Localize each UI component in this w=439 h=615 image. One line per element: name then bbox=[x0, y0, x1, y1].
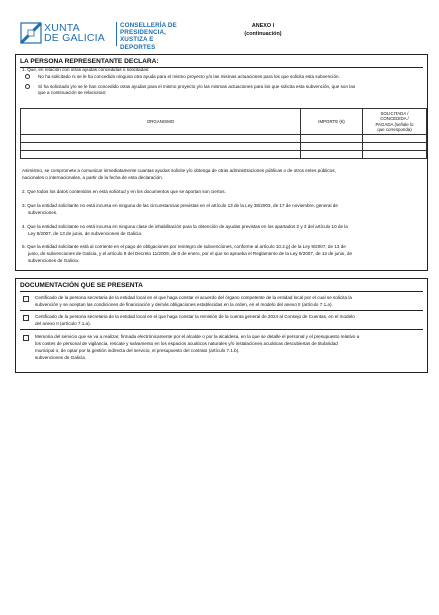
logo-divider bbox=[116, 22, 117, 46]
doc-3-line2: los costes de personal de vigilancia, rescate y salvamento en los espacios acuáticos naturales y/o instalaciones acuáticas descubiertas de titularidad bbox=[35, 341, 338, 346]
doc-3-line4: subvenciones de Galicia. bbox=[35, 355, 87, 360]
declaration-item-5-line3: subvenciones de Galicia. bbox=[28, 258, 80, 263]
option-other-aid-label-line1: Sí ha solicitado y/o se le han concedido otras ayudas para el mismo proyecto y/o las mismas actuaciones para los que solicita esta subvención, que son las bbox=[38, 84, 356, 89]
other-aid-table bbox=[20, 108, 427, 159]
status-cell[interactable] bbox=[363, 135, 427, 143]
doc-3-checkbox[interactable] bbox=[23, 335, 29, 341]
option-no-other-aid-radio[interactable] bbox=[25, 74, 30, 79]
option-other-aid-radio[interactable] bbox=[25, 84, 30, 89]
declaration-section bbox=[15, 54, 428, 271]
doc-divider bbox=[20, 329, 423, 330]
dept-line3: XUSTIZA E DEPORTES bbox=[120, 36, 156, 51]
col-status bbox=[363, 109, 427, 135]
doc-2-line1: Certificado de la persona secretaria de la entidad local en el que haga constar la remisión de la cuenta general de 2024 al Consejo de Cuentas, en el modelo bbox=[35, 314, 355, 319]
importe-cell[interactable] bbox=[301, 151, 363, 159]
col-organismo: ORGANISMO bbox=[21, 109, 301, 135]
declaration-item-2: 2. Que todos los datos contenidos en esta solicitud y en los documentos que se aportan son ciertos. bbox=[22, 189, 226, 194]
doc-1-checkbox[interactable] bbox=[23, 296, 29, 302]
col-importe: IMPORTE (€) bbox=[301, 109, 363, 135]
annex-subtitle: (continuación) bbox=[244, 31, 282, 37]
col-status-line4: que corresponda) bbox=[377, 126, 412, 132]
declaration-item-3-line2: subvenciones. bbox=[28, 210, 58, 215]
declaration-item-1: 1. Que, en relación con otras ayudas concedidas o solicitadas: bbox=[22, 67, 150, 72]
declaration-title: LA PERSONA REPRESENTANTE DECLARA: bbox=[20, 58, 159, 65]
doc-3-line3: municipal o, de optar por la gestión indirecta del servicio, el presupuesto del contrato (artículo 7.1.b). bbox=[35, 348, 240, 353]
logo-name-line2: DE GALICIA bbox=[44, 32, 105, 44]
logo-name bbox=[44, 23, 105, 43]
page-header bbox=[20, 20, 420, 50]
importe-cell[interactable] bbox=[301, 143, 363, 151]
other-aid-table-header bbox=[21, 109, 427, 135]
logo-name-line1: XUNTA bbox=[44, 22, 80, 34]
declaration-item-5-line2: junio, de subvenciones de Galicia, y el artículo 9 del Decreto 11/2009, de 8 de enero, por el que se aprueba el Reglamento de la Ley 9/2007, de 13 de junio, de bbox=[28, 251, 352, 256]
doc-2-checkbox[interactable] bbox=[23, 315, 29, 321]
organismo-cell[interactable] bbox=[21, 135, 301, 143]
dept-line1: CONSELLERÍA DE bbox=[120, 22, 177, 29]
commitment-line2: nacionales o internacionales, a partir de la fecha de esta declaración. bbox=[22, 175, 163, 180]
doc-3-line1: Memoria del servicio que se va a realizar, firmada electrónicamente por el alcalde o por la alcaldesa, en la que se detalle el personal y el presupuesto relativo a bbox=[35, 334, 360, 339]
status-cell[interactable] bbox=[363, 143, 427, 151]
doc-1-line2: subvención y se aceptan las condiciones de financiación y demás obligaciones establecidas en la orden, en el modelo del anexo II (artículo 7.1.a). bbox=[35, 302, 333, 307]
doc-1-line1: Certificado de la persona secretaria de la entidad local en el que haga constar el acuerdo del órgano competente de la entidad local por el cual se solicita la bbox=[35, 295, 352, 300]
commitment-line1: Asimismo, se compromete a comunicar inmediatamente cuantas ayudas solicite y/o obtenga de otras administraciones públicas o de otros entes públicos, bbox=[22, 168, 336, 173]
organismo-cell[interactable] bbox=[21, 143, 301, 151]
col-status-line1: SOLICITADA / bbox=[380, 110, 409, 116]
declaration-item-4-line1: 4. Que la entidad solicitante no está incursa en ninguna clase de inhabilitación para la obtención de ayudas previstas en los apartados 2 y 3 del artículo 10 de la bbox=[22, 224, 348, 229]
doc-divider bbox=[20, 310, 423, 311]
col-status-line2: CONCEDIDA / bbox=[380, 116, 409, 122]
doc-2-line2: del anexo II (artículo 7.1.a). bbox=[35, 321, 91, 326]
option-other-aid-label-line2: que a continuación se relacionan: bbox=[38, 90, 107, 95]
dept-line2: PRESIDENCIA, bbox=[120, 29, 166, 37]
table-row bbox=[21, 143, 427, 151]
documentation-section bbox=[15, 278, 428, 373]
annex-heading bbox=[218, 22, 308, 38]
status-cell[interactable] bbox=[363, 151, 427, 159]
xunta-emblem-icon bbox=[20, 22, 42, 44]
declaration-item-4-line2: Ley 9/2007, de 13 de junio, de subvenciones de Galicia. bbox=[28, 231, 143, 236]
department-name bbox=[120, 22, 180, 51]
col-status-line3: PAGADA (señale lo bbox=[375, 121, 414, 127]
option-no-other-aid-label: No ha solicitado ni se le ha concedido ninguna otra ayuda para el mismo proyecto y/o las mismas actuaciones para los que solicita esta subvención. bbox=[38, 74, 340, 79]
xunta-logo bbox=[20, 20, 180, 50]
declaration-item-3-line1: 3. Que la entidad solicitante no está incursa en ninguna de las circunstancias previstas en el artículo 13 de la Ley 38/2003, de 17 de noviembre, general de bbox=[22, 203, 338, 208]
declaration-item-5-line1: 5. Que la entidad solicitante está al corriente en el pago de obligaciones por reintegro de subvenciones, conforme al artículo 10.2.g) de la Ley 9/2007, de 13 de bbox=[22, 244, 346, 249]
organismo-cell[interactable] bbox=[21, 151, 301, 159]
documentation-title-rule bbox=[20, 291, 423, 292]
annex-title: ANEXO I bbox=[251, 23, 275, 29]
documentation-title: DOCUMENTACIÓN QUE SE PRESENTA bbox=[20, 282, 143, 289]
table-row bbox=[21, 151, 427, 159]
table-row bbox=[21, 135, 427, 143]
importe-cell[interactable] bbox=[301, 135, 363, 143]
